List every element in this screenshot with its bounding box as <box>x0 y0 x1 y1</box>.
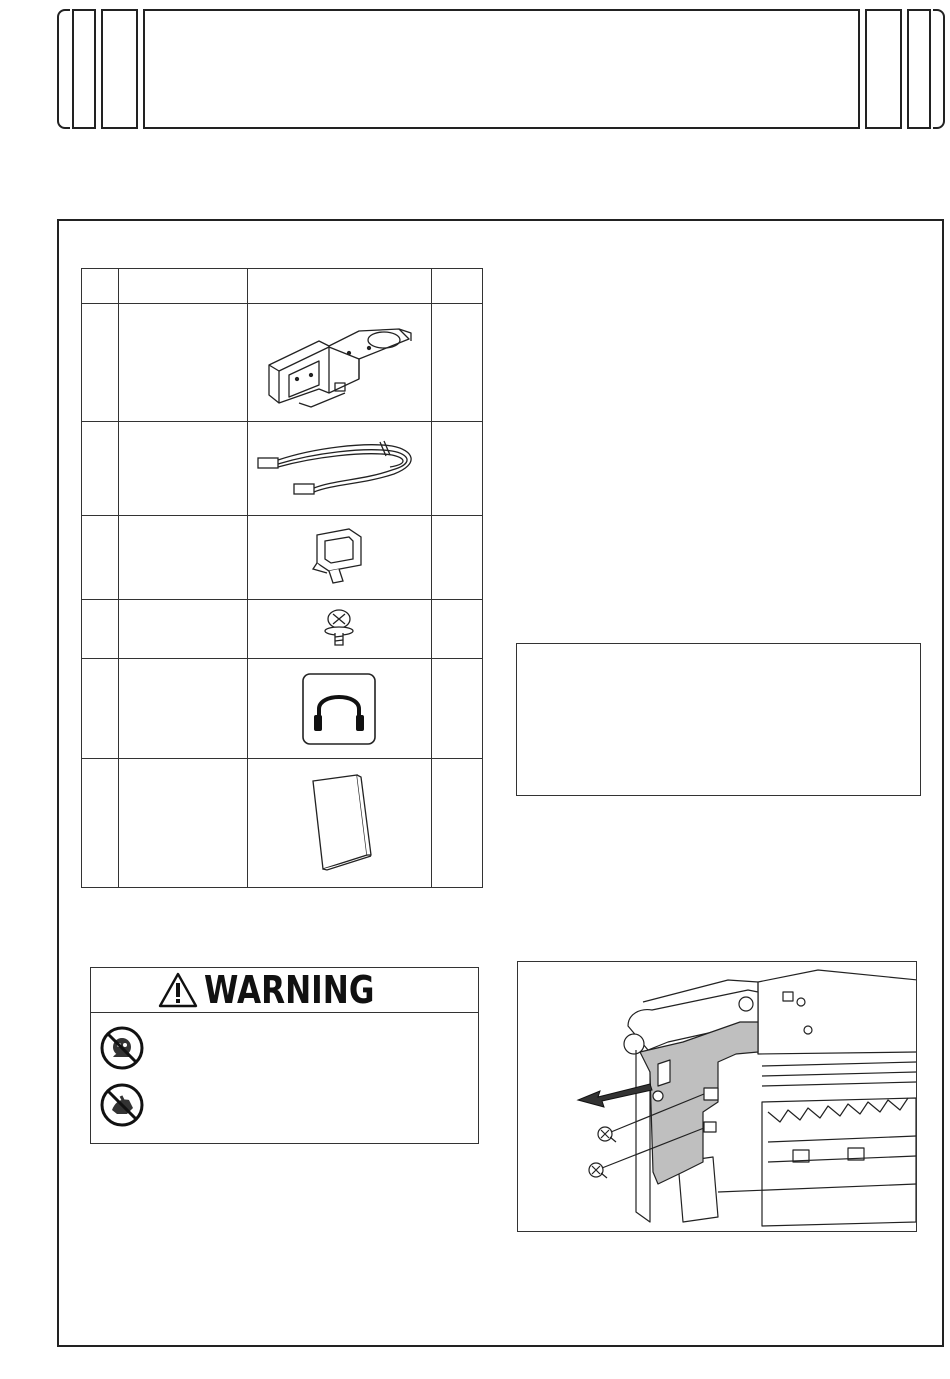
row-qty-cell <box>431 759 482 888</box>
row-shape-cell <box>247 600 431 659</box>
screw-illustration <box>319 605 359 653</box>
warning-title: WARNING <box>203 968 374 1012</box>
header-tab-right-2 <box>907 9 931 129</box>
hard-disk-unit-illustration <box>259 313 419 413</box>
row-no-cell <box>82 304 119 422</box>
warning-triangle-icon <box>158 972 198 1008</box>
row-no-cell <box>82 422 119 516</box>
row-name-cell <box>118 304 247 422</box>
note-box <box>516 643 921 796</box>
row-qty-cell <box>431 659 482 759</box>
header-tab-left-outer <box>57 9 70 129</box>
header-cell-name <box>118 269 247 304</box>
table-row <box>82 600 483 659</box>
header-cell-no <box>82 269 119 304</box>
table-row <box>82 304 483 422</box>
row-name-cell <box>118 659 247 759</box>
row-name-cell <box>118 759 247 888</box>
row-qty-cell <box>431 422 482 516</box>
header-tab-right-outer <box>933 9 945 129</box>
row-qty-cell <box>431 304 482 422</box>
row-qty-cell <box>431 600 482 659</box>
header-cell-shape <box>247 269 431 304</box>
row-name-cell <box>118 422 247 516</box>
row-no-cell <box>82 600 119 659</box>
header-title-box <box>143 9 860 129</box>
header-cell-qty <box>431 269 482 304</box>
row-name-cell <box>118 516 247 600</box>
row-no-cell <box>82 759 119 888</box>
row-no-cell <box>82 659 119 759</box>
parts-table <box>81 268 483 888</box>
row-shape-cell <box>247 516 431 600</box>
cable-clamp-illustration <box>309 525 369 591</box>
row-name-cell <box>118 600 247 659</box>
row-shape-cell <box>247 659 431 759</box>
warning-box <box>90 967 479 1144</box>
rear-cover-removal-illustration <box>518 962 917 1232</box>
no-disassemble-icon <box>99 1025 145 1071</box>
table-row <box>82 516 483 600</box>
harness-cable-illustration <box>254 434 424 504</box>
warning-header <box>91 968 478 1013</box>
row-no-cell <box>82 516 119 600</box>
table-row <box>82 422 483 516</box>
headphone-label-illustration <box>299 671 379 747</box>
manual-booklet-illustration <box>299 773 379 873</box>
header-tab-left-1 <box>72 9 96 129</box>
row-qty-cell <box>431 516 482 600</box>
header-tab-right-1 <box>865 9 902 129</box>
table-row <box>82 759 483 888</box>
row-shape-cell <box>247 759 431 888</box>
header-tab-left-2 <box>101 9 138 129</box>
row-shape-cell <box>247 422 431 516</box>
illustration-box <box>517 961 917 1232</box>
row-shape-cell <box>247 304 431 422</box>
table-row <box>82 659 483 759</box>
table-header-row <box>82 269 483 304</box>
no-touch-icon <box>99 1082 145 1128</box>
